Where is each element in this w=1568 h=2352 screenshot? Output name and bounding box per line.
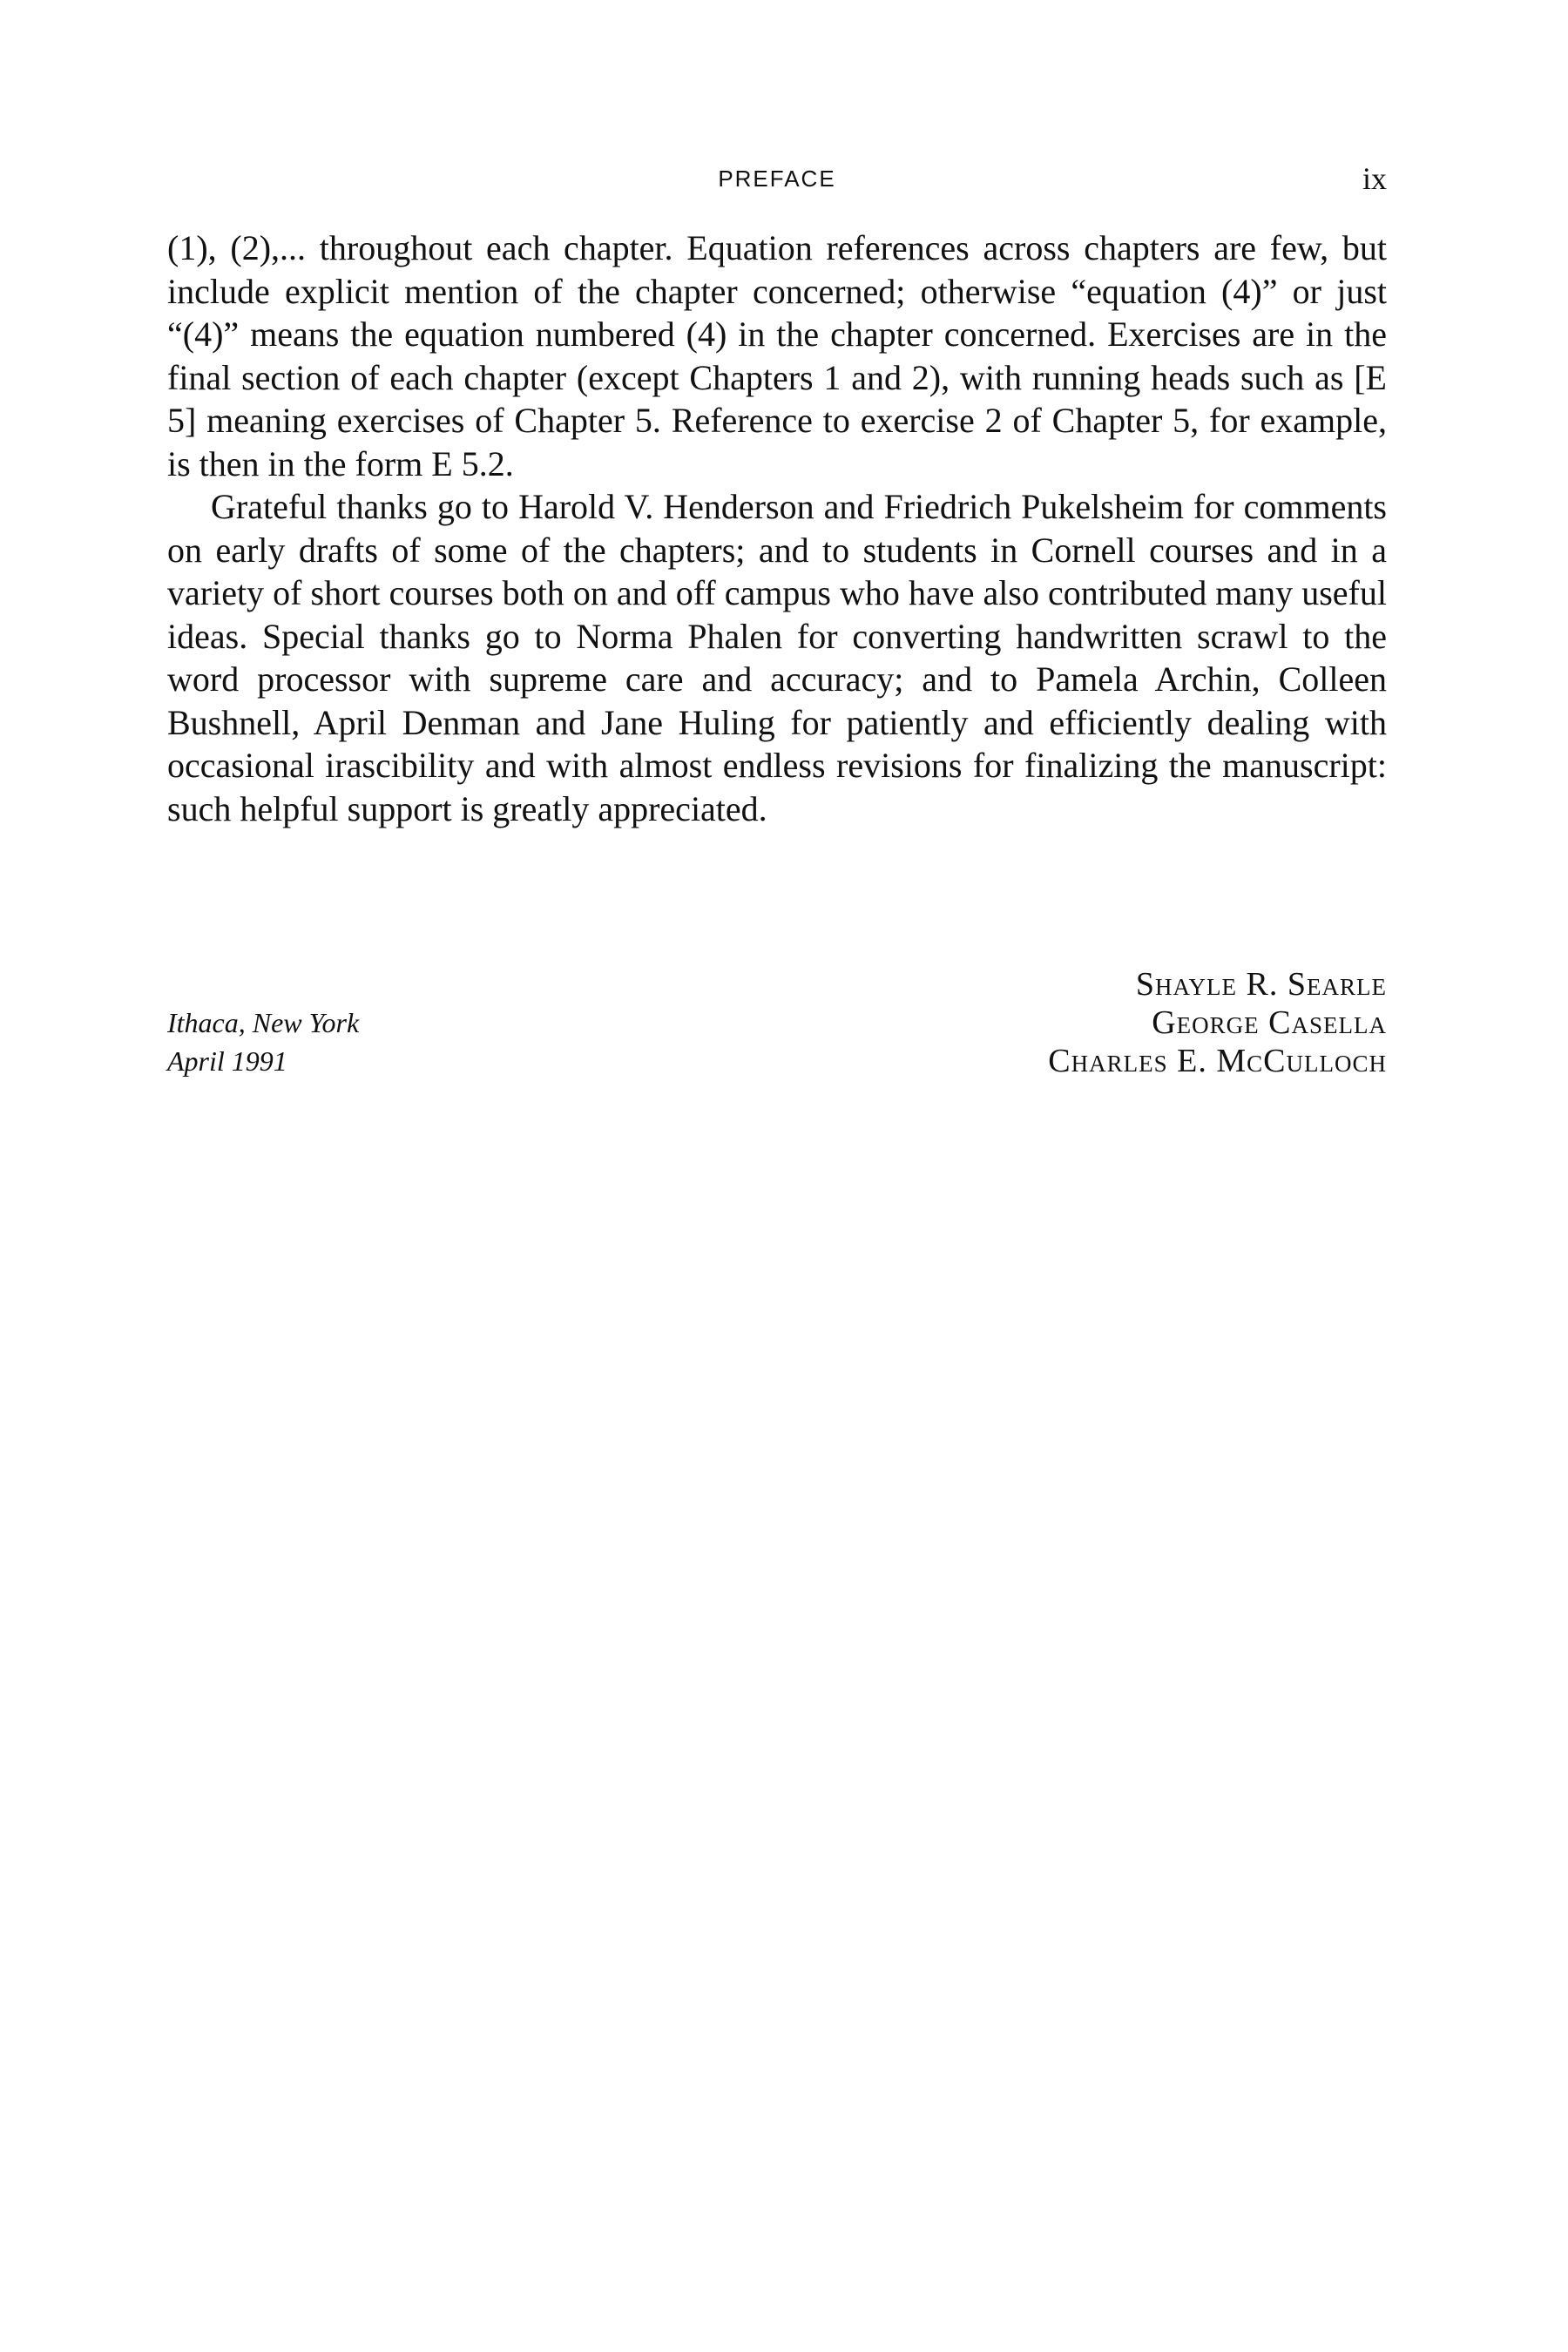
author-name: Shayle R. Searle (1135, 966, 1387, 1003)
paragraph-acknowledgements: Grateful thanks go to Harold V. Henderson and Friedrich Pukelsheim for comments on early drafts of some of the chapters; and to students in Cornell courses and in a variety of short courses both on and off campus who have also contributed many useful ideas. Special thanks go to Norma Phalen for converting handwritten scrawl to the word processor with supreme care and accuracy; and to Pamela Archin, Colleen Bushnell, April Denman and Jane Huling for patiently and efficiently dealing with occasional irascibility and with almost endless revisions for finalizing the manuscript: such helpful support is greatly appreciated. (167, 487, 1387, 828)
author-name: George Casella (1152, 1004, 1387, 1041)
date: April 1991 (167, 1045, 287, 1077)
author-list (1048, 965, 1387, 1080)
place: Ithaca, New York (167, 1007, 360, 1038)
running-head (167, 157, 1387, 200)
page-number: ix (1362, 161, 1387, 196)
preface-body (167, 226, 1387, 830)
paragraph-equation-references: (1), (2),... throughout each chapter. Equation references across chapters are few, but include explicit mention of the chapter concerned; otherwise “equation (4)” or just “(4)” means the equation numbered (4) in the chapter concerned. Exercises are in the final section of each chapter (except Chapters 1 and 2), with running heads such as [E 5] meaning exercises of Chapter 5. Reference to exercise 2 of Chapter 5, for example, is then in the form E 5.2. (167, 228, 1387, 483)
signature-block (167, 965, 1387, 1096)
author-name: Charles E. McCulloch (1048, 1043, 1387, 1079)
running-title: PREFACE (718, 166, 836, 192)
place-date (167, 1004, 359, 1080)
